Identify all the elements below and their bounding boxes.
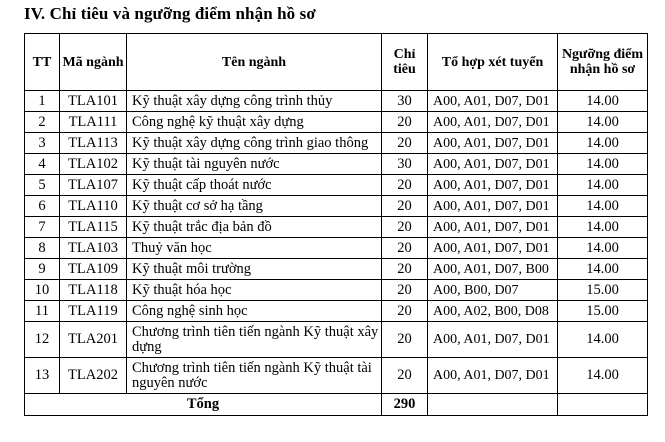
- cell-subject-combos: A00, A01, D07, D01: [428, 133, 558, 154]
- cell-quota: 20: [382, 112, 428, 133]
- cell-major-name: Công nghệ kỹ thuật xây dựng: [127, 112, 382, 133]
- table-row: [25, 301, 648, 322]
- table-row: [25, 196, 648, 217]
- header-quota: Chỉ tiêu: [382, 34, 428, 91]
- cell-major-code: TLA201: [60, 322, 127, 358]
- cell-threshold: 14.00: [558, 358, 648, 394]
- table-row: [25, 133, 648, 154]
- cell-major-code: TLA110: [60, 196, 127, 217]
- cell-threshold: 14.00: [558, 175, 648, 196]
- cell-major-name: Kỹ thuật cấp thoát nước: [127, 175, 382, 196]
- cell-major-name: Chương trình tiên tiến ngành Kỹ thuật tài nguyên nước: [127, 358, 382, 394]
- table-row: [25, 358, 648, 394]
- header-threshold: Ngưỡng điểm nhận hồ sơ: [558, 34, 648, 91]
- cell-tt: 1: [25, 91, 60, 112]
- cell-subject-combos: A00, A01, D07, D01: [428, 91, 558, 112]
- cell-threshold: 14.00: [558, 322, 648, 358]
- cell-tt: 6: [25, 196, 60, 217]
- cell-major-name: Chương trình tiên tiến ngành Kỹ thuật xây dựng: [127, 322, 382, 358]
- table-header-row: [25, 34, 648, 91]
- cell-threshold: 14.00: [558, 91, 648, 112]
- cell-quota: 20: [382, 301, 428, 322]
- cell-tt: 8: [25, 238, 60, 259]
- cell-major-name: Kỹ thuật môi trường: [127, 259, 382, 280]
- cell-major-code: TLA115: [60, 217, 127, 238]
- header-subject-combos: Tổ hợp xét tuyển: [428, 34, 558, 91]
- total-row: [25, 394, 648, 416]
- total-empty-cell: [558, 394, 648, 416]
- cell-quota: 20: [382, 259, 428, 280]
- cell-subject-combos: A00, A01, D07, D01: [428, 217, 558, 238]
- cell-quota: 20: [382, 196, 428, 217]
- cell-major-code: TLA118: [60, 280, 127, 301]
- cell-tt: 2: [25, 112, 60, 133]
- cell-quota: 20: [382, 217, 428, 238]
- cell-major-code: TLA202: [60, 358, 127, 394]
- cell-major-name: Kỹ thuật xây dựng công trình thủy: [127, 91, 382, 112]
- cell-tt: 9: [25, 259, 60, 280]
- table-row: [25, 91, 648, 112]
- cell-threshold: 14.00: [558, 196, 648, 217]
- table-row: [25, 259, 648, 280]
- cell-major-code: TLA107: [60, 175, 127, 196]
- cell-subject-combos: A00, B00, D07: [428, 280, 558, 301]
- cell-major-code: TLA113: [60, 133, 127, 154]
- cell-major-code: TLA119: [60, 301, 127, 322]
- cell-major-code: TLA109: [60, 259, 127, 280]
- cell-tt: 7: [25, 217, 60, 238]
- cell-major-code: TLA111: [60, 112, 127, 133]
- cell-subject-combos: A00, A01, D07, D01: [428, 322, 558, 358]
- cell-threshold: 14.00: [558, 259, 648, 280]
- cell-tt: 5: [25, 175, 60, 196]
- total-empty-cell: [428, 394, 558, 416]
- cell-threshold: 14.00: [558, 154, 648, 175]
- table-row: [25, 322, 648, 358]
- cell-subject-combos: A00, A01, D07, D01: [428, 196, 558, 217]
- cell-quota: 20: [382, 238, 428, 259]
- total-quota: 290: [382, 394, 428, 416]
- cell-tt: 10: [25, 280, 60, 301]
- cell-quota: 20: [382, 133, 428, 154]
- cell-subject-combos: A00, A02, B00, D08: [428, 301, 558, 322]
- cell-threshold: 15.00: [558, 280, 648, 301]
- cell-major-code: TLA101: [60, 91, 127, 112]
- table-row: [25, 217, 648, 238]
- cell-quota: 20: [382, 322, 428, 358]
- admission-quota-table: [24, 33, 648, 416]
- cell-major-name: Công nghệ sinh học: [127, 301, 382, 322]
- cell-tt: 13: [25, 358, 60, 394]
- cell-threshold: 14.00: [558, 217, 648, 238]
- cell-quota: 30: [382, 154, 428, 175]
- cell-major-name: Kỹ thuật trắc địa bản đồ: [127, 217, 382, 238]
- cell-tt: 11: [25, 301, 60, 322]
- cell-subject-combos: A00, A01, D07, D01: [428, 238, 558, 259]
- table-row: [25, 238, 648, 259]
- cell-major-name: Kỹ thuật hóa học: [127, 280, 382, 301]
- cell-tt: 4: [25, 154, 60, 175]
- table-body: [25, 91, 648, 394]
- cell-threshold: 14.00: [558, 133, 648, 154]
- cell-quota: 20: [382, 175, 428, 196]
- cell-major-code: TLA103: [60, 238, 127, 259]
- section-heading: IV. Chỉ tiêu và ngưỡng điểm nhận hồ sơ: [24, 4, 316, 23]
- cell-major-name: Kỹ thuật xây dựng công trình giao thông: [127, 133, 382, 154]
- table-row: [25, 154, 648, 175]
- cell-subject-combos: A00, A01, D07, D01: [428, 175, 558, 196]
- cell-subject-combos: A00, A01, D07, D01: [428, 358, 558, 394]
- cell-major-code: TLA102: [60, 154, 127, 175]
- table-row: [25, 175, 648, 196]
- cell-subject-combos: A00, A01, D07, D01: [428, 154, 558, 175]
- cell-major-name: Thuỷ văn học: [127, 238, 382, 259]
- header-tt: TT: [25, 34, 60, 91]
- table-row: [25, 112, 648, 133]
- cell-major-name: Kỹ thuật tài nguyên nước: [127, 154, 382, 175]
- cell-quota: 20: [382, 358, 428, 394]
- cell-subject-combos: A00, A01, D07, B00: [428, 259, 558, 280]
- header-major-name: Tên ngành: [127, 34, 382, 91]
- cell-threshold: 15.00: [558, 301, 648, 322]
- cell-threshold: 14.00: [558, 238, 648, 259]
- cell-quota: 20: [382, 280, 428, 301]
- header-major-code: Mã ngành: [60, 34, 127, 91]
- cell-tt: 12: [25, 322, 60, 358]
- table-row: [25, 280, 648, 301]
- cell-major-name: Kỹ thuật cơ sở hạ tầng: [127, 196, 382, 217]
- total-label: Tổng: [25, 394, 382, 416]
- cell-threshold: 14.00: [558, 112, 648, 133]
- cell-quota: 30: [382, 91, 428, 112]
- cell-subject-combos: A00, A01, D07, D01: [428, 112, 558, 133]
- cell-tt: 3: [25, 133, 60, 154]
